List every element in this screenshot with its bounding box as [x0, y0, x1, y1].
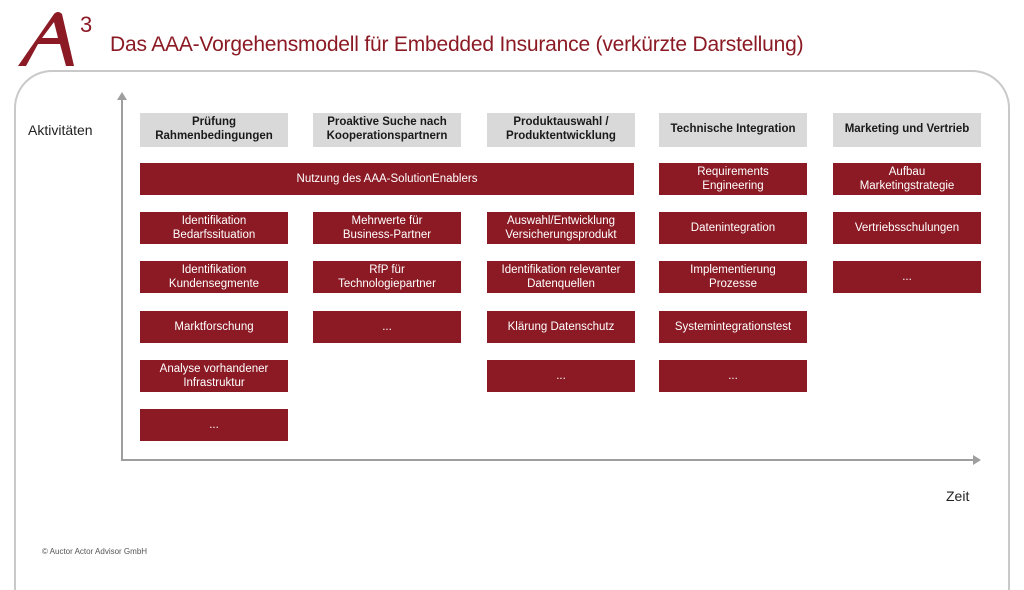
activity-box: ...: [487, 360, 635, 392]
logo-letter: A: [58, 70, 59, 71]
activity-box: Identifikation Kundensegmente: [140, 261, 288, 293]
y-axis-label: Aktivitäten: [28, 122, 93, 138]
activity-box: ...: [833, 261, 981, 293]
activity-box: ...: [659, 360, 807, 392]
header-pruefung: Prüfung Rahmenbedingungen: [140, 113, 288, 147]
header-technische-integration: Technische Integration: [659, 113, 807, 147]
activity-box: Identifikation Bedarfssituation: [140, 212, 288, 244]
activity-box: Klärung Datenschutz: [487, 311, 635, 343]
activity-box: Identifikation relevanter Datenquellen: [487, 261, 635, 293]
activity-box: Auswahl/Entwicklung Versicherungsprodukt: [487, 212, 635, 244]
activity-box: Vertriebsschulungen: [833, 212, 981, 244]
logo-superscript: 3: [80, 12, 93, 37]
activity-box: Implementierung Prozesse: [659, 261, 807, 293]
y-axis: [121, 98, 123, 460]
header-partnersuche: Proaktive Suche nach Kooperationspartnern: [313, 113, 461, 147]
activity-box: Mehrwerte für Business-Partner: [313, 212, 461, 244]
activity-box: Requirements Engineering: [659, 163, 807, 195]
activity-box: ...: [313, 311, 461, 343]
header-produkt: Produktauswahl / Produktentwicklung: [487, 113, 635, 147]
activity-box: Systemintegrationstest: [659, 311, 807, 343]
activity-box: Analyse vorhandener Infrastruktur: [140, 360, 288, 392]
activity-box: Aufbau Marketingstrategie: [833, 163, 981, 195]
activity-box: Datenintegration: [659, 212, 807, 244]
activity-box: ...: [140, 409, 288, 441]
activity-box: Marktforschung: [140, 311, 288, 343]
activity-box: RfP für Technologiepartner: [313, 261, 461, 293]
x-axis: [121, 459, 975, 461]
header-marketing-vertrieb: Marketing und Vertrieb: [833, 113, 981, 147]
copyright-footer: © Auctor Actor Advisor GmbH: [42, 547, 148, 556]
a3-logo: [14, 8, 104, 70]
page-title: Das AAA-Vorgehensmodell für Embedded Insurance (verkürzte Darstellung): [110, 33, 804, 56]
spanning-activity-box: Nutzung des AAA-SolutionEnablers: [140, 163, 634, 195]
x-axis-label: Zeit: [946, 488, 970, 504]
